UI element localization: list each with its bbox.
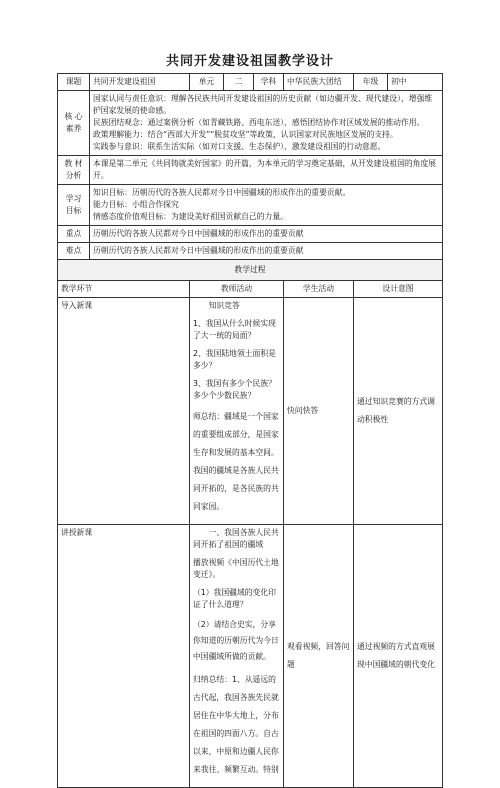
teacher-line: 一、我国各族人民共同开拓了祖国的疆域 bbox=[193, 528, 279, 549]
teacher-line: 2、我国陆地领土面积是多少？ bbox=[193, 349, 276, 370]
header-row bbox=[58, 74, 443, 91]
difficulty-content: 历朝历代的各族人民都对今日中国疆域的形成作出的重要贡献 bbox=[90, 243, 443, 260]
core-line: 政策理解能力：结合“西部大开发”“脱贫攻坚”等政策，认识国家对民族地区发展的支持。 bbox=[93, 130, 398, 139]
key-point-row bbox=[58, 226, 443, 243]
teacher-line: 1、我国从什么时候实现了大一统的局面？ bbox=[193, 319, 276, 340]
process-heading-row bbox=[58, 260, 443, 281]
teacher-line: 3、我国有多少个民族？ 多少个少数民族？ bbox=[193, 379, 276, 400]
teacher-activity-cell bbox=[190, 298, 284, 525]
goal-line: 能力目标：小组合作探究 bbox=[93, 200, 179, 209]
unit-label: 单元 bbox=[190, 74, 224, 91]
topic-label: 课题 bbox=[58, 74, 90, 91]
design-intent-cell: 通过视频的方式直观展现中国疆域的朝代变化 bbox=[354, 525, 443, 788]
topic-value: 共同开发建设祖国 bbox=[90, 74, 190, 91]
process-row-new bbox=[58, 525, 443, 788]
goal-line: 知识目标：历朝历代的各族人民都对今日中国疆域的形成作出的重要贡献。 bbox=[93, 188, 351, 197]
design-intent-cell: 通过知识竞赛的方式调动积极性 bbox=[354, 298, 443, 525]
subject-label: 学科 bbox=[254, 74, 284, 91]
analysis-content: 本课是第二单元《共同铸就美好国家》的开篇，为本单元的学习奠定基础，从开发建设祖国的角度展开。 bbox=[90, 156, 443, 185]
process-heading: 教学过程 bbox=[58, 260, 443, 281]
analysis-label: 教 材 分析 bbox=[58, 156, 90, 185]
goal-line: 情感态度价值观目标：为建设美好祖国贡献自己的力量。 bbox=[93, 212, 288, 221]
teacher-activity-cell bbox=[190, 525, 284, 788]
core-line: 民族团结观念：通过案例分析（如青藏铁路、西电东送），感悟团结协作对区域发展的推动作用。 bbox=[93, 118, 425, 127]
stage-cell: 导入新课 bbox=[58, 298, 190, 525]
student-activity-cell: 观看视频，回答问题 bbox=[284, 525, 354, 788]
goals-row bbox=[58, 185, 443, 226]
teacher-line: （2）请结合史实，分享你知道的历朝历代为今日中国疆域所做的贡献。 bbox=[193, 620, 279, 661]
process-columns-row bbox=[58, 281, 443, 298]
grade-label: 年级 bbox=[354, 74, 388, 91]
difficulty-row bbox=[58, 243, 443, 260]
grade-value: 初中 bbox=[388, 74, 443, 91]
document-title: 共同开发建设祖国教学设计 bbox=[165, 54, 334, 69]
core-row bbox=[58, 91, 443, 156]
stage-cell: 讲授新课 bbox=[58, 525, 190, 788]
teacher-line: （1）我国疆域的变化印证了什么道理？ bbox=[193, 588, 276, 609]
student-activity-cell: 快问快答 bbox=[284, 298, 354, 525]
core-line: 国家认同与责任意识：理解各民族共同开发建设祖国的历史贡献（如边疆开发、现代建设），增强维护国家发展的使命感。 bbox=[93, 94, 433, 115]
goals-label: 学习 目标 bbox=[58, 185, 90, 226]
core-content bbox=[90, 91, 443, 156]
process-row-intro bbox=[58, 298, 443, 525]
column-student: 学生活动 bbox=[284, 281, 354, 298]
teacher-line: 知识竞答 bbox=[208, 301, 240, 310]
column-stage bbox=[58, 281, 190, 298]
column-stage-text: 教学环节 bbox=[61, 284, 93, 293]
column-intent: 设计意图 bbox=[354, 281, 443, 298]
core-label: 核 心 素养 bbox=[58, 91, 90, 156]
subject-value: 中华民族大团结 bbox=[284, 74, 354, 91]
analysis-row bbox=[58, 156, 443, 185]
goals-content bbox=[90, 185, 443, 226]
core-line: 实践参与意识：联系生活实际（如对口支援、生态保护），激发建设祖国的行动意愿。 bbox=[93, 142, 386, 151]
teacher-line: 播放视频《中国历代土地变迁》。 bbox=[193, 558, 279, 579]
teacher-line: 归纳总结：1、从遥远的古代起，我国各族先民就居住在中华大地上，分布在祖国的四面八方。自古以来，中原和边疆人民你来我往、频繁互动。特别 bbox=[193, 675, 279, 774]
key-point-label: 重点 bbox=[58, 226, 90, 243]
teacher-line: 师总结：疆域是一个国家的重要组成部分，是国家生存和发展的基本空间。我国的疆域是各族人民共同开拓的，是各民族的共同家园。 bbox=[193, 412, 279, 511]
key-point-content: 历朝历代的各族人民都对今日中国疆域的形成作出的重要贡献 bbox=[90, 226, 443, 243]
lesson-plan-table bbox=[57, 73, 443, 788]
difficulty-label: 难点 bbox=[58, 243, 90, 260]
column-teacher: 教师活动 bbox=[190, 281, 284, 298]
unit-value: 二 bbox=[224, 74, 254, 91]
